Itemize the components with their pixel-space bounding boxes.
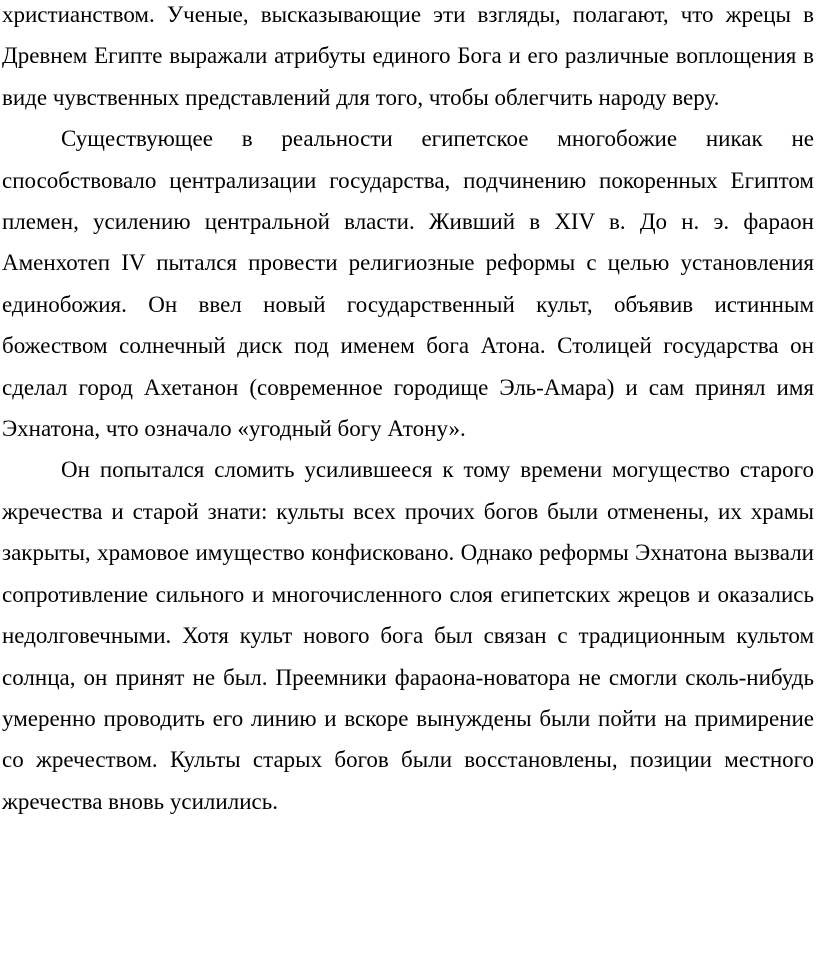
paragraph-2: Существующее в реальности египетское многобожие никак не способствовало централизации государства, подчинению покоренных Египтом племен, усилению центральной власти. Живший в XIV в. До н. э. фараон Аменхотеп IV пытался провести религиозные реформы с целью установления единобожия. Он ввел новый государственный культ, объявив истинным божеством солнечный диск под именем бога Атона. Столицей государства он сделал город Ахетанон (современное городище Эль-Амара) и сам принял имя Эхнатона, что означало «угодный богу Атону». [2,126,814,442]
paragraph-3: Он попытался сломить усилившееся к тому времени могущество старого жречества и старой знати: культы всех прочих богов были отменены, их храмы закрыты, храмовое имущество конфисковано. Однако реформы Эхнатона вызвали сопротивление сильного и многочисленного слоя египетских жрецов и оказались недолговечными. Хотя культ нового бога был связан с традиционным культом солнца, он принят не был. Преемники фараона-новатора не смогли сколь-нибудь умеренно проводить его линию и вскоре вынуждены были пойти на примирение со жречеством. Культы старых богов были восстановлены, позиции местного жречества вновь усилились. [2,457,814,814]
paragraph-1: христианством. Ученые, высказывающие эти взгляды, полагают, что жрецы в Древнем Египте выражали атрибуты единого Бога и его различные воплощения в виде чувственных представлений для того, чтобы облегчить народу веру. [2,2,814,110]
